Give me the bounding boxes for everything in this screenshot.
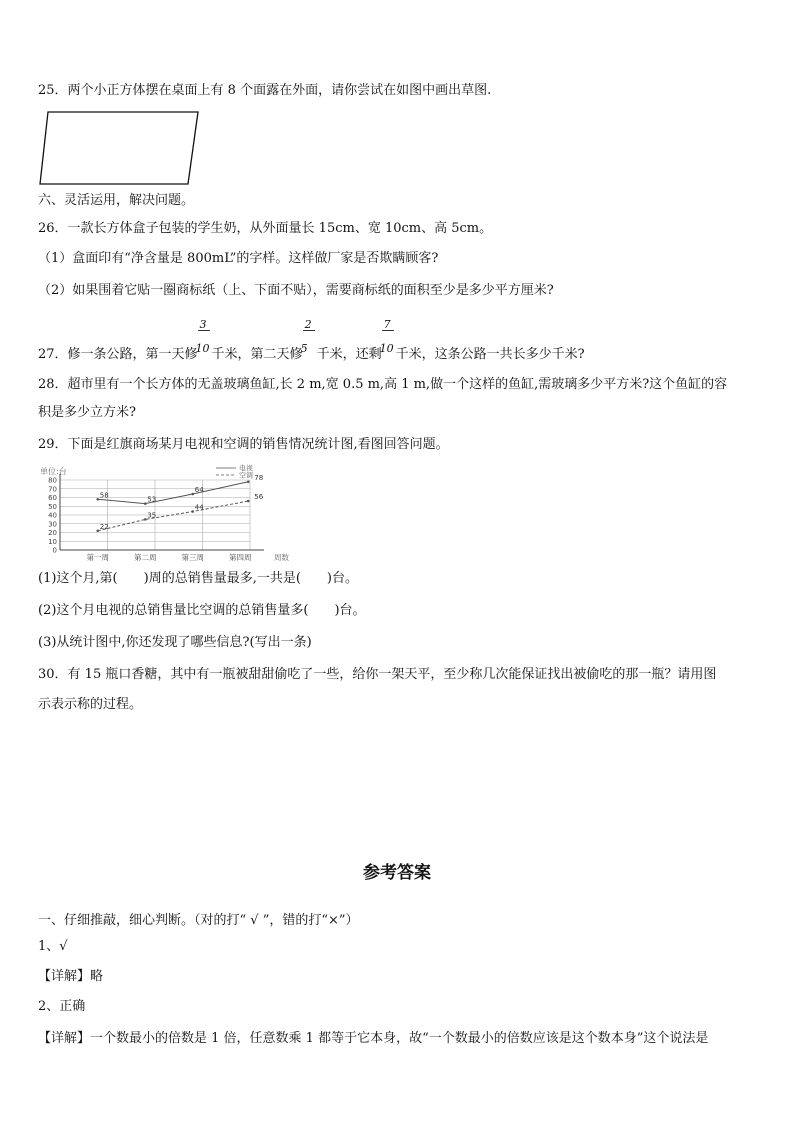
x-tick-label: 第四周 [229,553,252,562]
sales-line-chart [38,462,308,568]
data-point [144,518,147,521]
q27-text-2: 千米，第二天修 [211,347,303,362]
fraction-numerator: 2 [304,318,312,331]
q27-text-3: 千米，还剩 [316,347,382,362]
question-28-line-1: 28．超市里有一个长方体的无盖玻璃鱼缸,长 2 m,宽 0.5 m,高 1 m,做一个这样的鱼缸,需玻璃多少平方米?这个鱼缸的容 [38,377,728,392]
data-point [144,502,147,505]
data-point [247,500,250,503]
data-point [96,498,99,501]
x-tick-label: 第一周 [86,553,109,562]
fraction-numerator: 3 [199,318,207,331]
data-point [96,529,99,532]
data-point [191,493,194,496]
y-tick-label: 70 [48,485,57,494]
q27-text-1: 27．修一条公路，第一天修 [38,347,198,362]
question-27 [38,318,585,364]
data-label: 44 [194,503,204,512]
y-tick-label: 60 [48,494,57,502]
data-label: 56 [254,493,264,501]
question-29-part-1: (1)这个月,第( )周的总销售量最多,一共是( )台。 [38,571,358,586]
answer-2-detail: 【详解】一个数最小的倍数是 1 倍，任意数乘 1 都等于它本身，故“一个数最小的倍数应该是这个数本身”这个说法是 [38,1031,709,1046]
y-tick-label: 50 [48,502,57,511]
fraction-denominator: 5 [300,342,308,355]
y-tick-label: 40 [48,511,57,520]
fraction-2-5 [300,318,317,358]
data-point [191,510,194,513]
section-6-heading: 六、灵活运用，解决问题。 [38,193,195,208]
q27-text-4: 千米，这条公路一共长多少千米? [395,347,585,362]
y-tick-label: 10 [48,537,57,546]
fraction-denominator: 10 [195,342,210,355]
y-tick-label: 20 [48,529,57,537]
fraction-numerator: 7 [383,318,391,331]
data-label: 58 [99,491,109,500]
legend-label: 空调 [239,471,253,480]
answer-1: 1、√ [38,939,68,954]
question-29-part-2: (2)这个月电视的总销售量比空调的总销售量多( )台。 [38,603,366,618]
question-28-line-2: 积是多少立方米? [38,405,136,420]
answers-section-1-heading: 一、仔细推敲，细心判断。（对的打“ √ ”，错的打“×”） [38,913,359,928]
data-label: 35 [147,511,157,520]
question-26-part-2: （2）如果围着它贴一圈商标纸（上、下面不贴），需要商标纸的面积至少是多少平方厘米? [38,283,554,298]
fraction-denominator: 10 [379,342,394,355]
question-25: 25．两个小正方体摆在桌面上有 8 个面露在外面，请你尝试在如图中画出草图. [38,83,492,98]
question-30-line-2: 示表示称的过程。 [38,697,143,712]
question-30-line-1: 30．有 15 瓶口香糖，其中有一瓶被甜甜偷吃了一些，给你一架天平，至少称几次能保证找出被偷吃的那一瓶？请用图 [38,667,717,682]
question-26: 26．一款长方体盒子包装的学生奶，从外面量长 15cm、宽 10cm、高 5cm。 [38,221,493,236]
parallelogram-figure [38,110,202,186]
fraction-7-10 [379,318,396,358]
legend-label: 电视 [239,464,253,473]
series-line-电视 [98,482,249,504]
series-line-空调 [98,501,249,531]
x-axis-label: 周数 [274,553,289,562]
question-29-part-3: (3)从统计图中,你还发现了哪些信息?(写出一条) [38,635,312,650]
answers-title: 参考答案 [363,863,431,883]
x-tick-label: 第三周 [181,553,204,562]
y-tick-label: 80 [48,476,57,485]
data-label: 22 [99,522,109,531]
x-tick-label: 第二周 [134,553,157,562]
chart-unit-label: 单位:台 [40,467,67,476]
answer-1-detail: 【详解】略 [38,969,104,984]
question-26-part-1: （1）盒面印有“净含量是 800mL”的字样。这样做厂家是否欺瞒顾客? [38,251,439,266]
question-29: 29．下面是红旗商场某月电视和空调的销售情况统计图,看图回答问题。 [38,437,449,452]
data-label: 53 [147,495,157,504]
data-label: 64 [194,486,204,494]
parallelogram-shape [40,112,198,184]
y-tick-label: 30 [48,520,57,529]
answer-2: 2、正确 [38,999,86,1014]
data-point [247,480,250,483]
fraction-3-10 [195,318,212,358]
y-tick-label: 0 [52,546,57,555]
data-label: 78 [254,473,264,482]
